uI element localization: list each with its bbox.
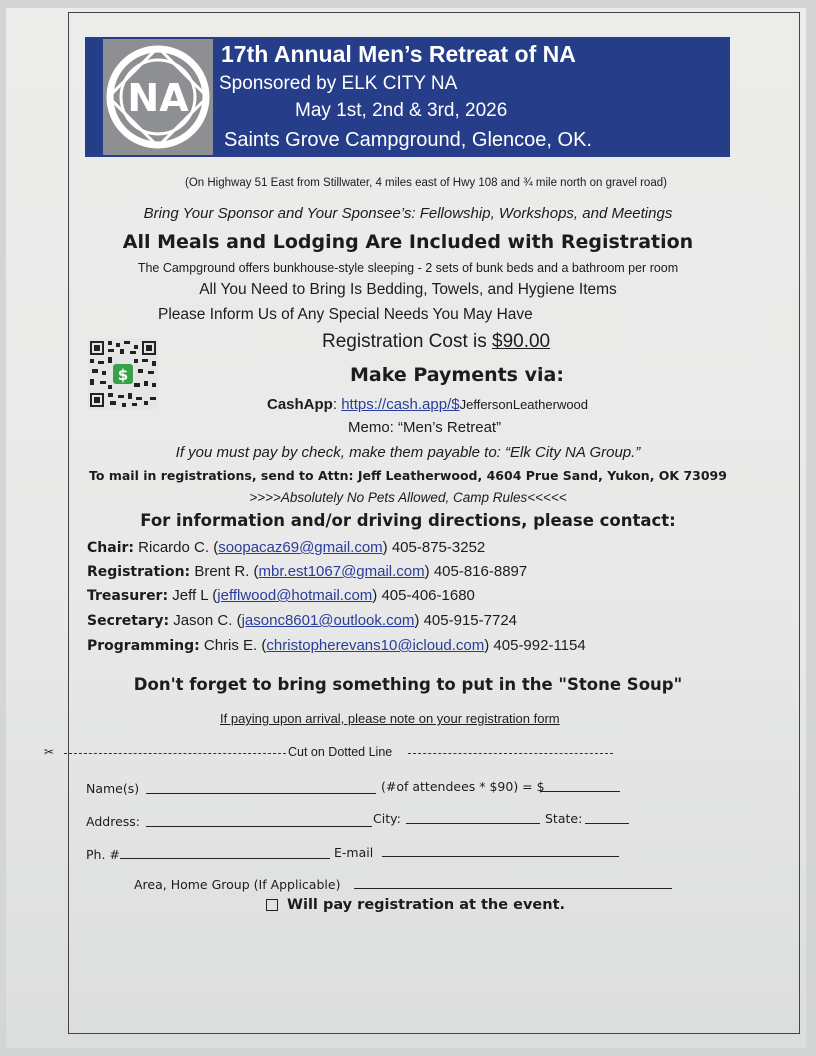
attendees-label: (#of attendees * $90) = $ [381,779,545,794]
contact-phone: ) 405-992-1154 [484,637,586,654]
contact-name: Ricardo C. ( [134,539,219,556]
address-field[interactable] [146,826,372,827]
contact-heading: For information and/or driving directions, please contact: [140,511,676,530]
contact-chair [87,539,485,556]
cashapp-handle: JeffersonLeatherwood [459,397,589,412]
bring-sponsor-line: Bring Your Sponsor and Your Sponsee’s: Fellowship, Workshops, and Meetings [143,205,673,222]
contact-registration [87,563,527,580]
pay-at-event-checkbox[interactable] [266,899,278,911]
directions-note: (On Highway 51 East from Stillwater, 4 miles east of Hwy 108 and ¾ mile north on gravel road) [185,177,667,189]
city-label: City: [373,811,401,826]
contact-email-link[interactable]: jefflwood@hotmail.com [217,587,373,604]
retreat-title: 17th Annual Men’s Retreat of NA [221,41,576,67]
contact-phone: ) 405-816-8897 [424,563,528,580]
home-group-field[interactable] [354,888,672,889]
bunkhouse-note: The Campground offers bunkhouse-style sleeping - 2 sets of bunk beds and a bathroom per room [137,261,679,275]
check-payable-line: If you must pay by check, make them payable to: “Elk City NA Group.” [175,444,641,461]
sponsor-line: Sponsored by ELK CITY NA [219,73,458,94]
contact-name: Brent R. ( [190,563,259,580]
address-label: Address: [86,814,140,829]
contact-email-link[interactable]: jasonc8601@outlook.com [241,612,415,629]
na-logo-icon [103,39,213,155]
payments-heading: Make Payments via: [350,364,564,386]
contact-name: Jeff L ( [168,587,218,604]
contact-email-link[interactable]: mbr.est1067@gmail.com [258,563,425,580]
contact-secretary [87,612,517,629]
cut-line-label: Cut on Dotted Line [288,745,393,759]
cashapp-qr-code[interactable] [88,339,158,409]
cost-label: Registration Cost is [322,331,493,352]
contact-role: Programming: [87,638,200,654]
registration-cost [322,331,550,353]
contact-name: Chris E. ( [199,637,267,654]
home-group-label: Area, Home Group (If Applicable) [134,877,341,892]
state-field[interactable] [585,823,629,824]
event-dates: May 1st, 2nd & 3rd, 2026 [295,100,508,121]
pay-at-event-label: Will pay registration at the event. [287,897,566,913]
contact-email-link[interactable]: soopacaz69@gmail.com [218,539,383,556]
contact-name: Jason C. ( [169,612,242,629]
bring-items-line: All You Need to Bring Is Bedding, Towels, and Hygiene Items [199,281,617,298]
email-field[interactable] [382,856,619,857]
cashapp-line [267,396,588,413]
contact-role: Registration: [87,564,191,580]
cut-dash-left [64,753,286,754]
cut-dash-right [408,753,613,754]
arrival-note: If paying upon arrival, please note on your registration form [220,711,560,726]
email-label: E-mail [334,845,374,860]
memo-line: Memo: “Men’s Retreat” [348,419,502,436]
svg-text:NA: NA [127,76,189,120]
scissors-icon: ✂ [44,745,55,759]
cost-amount: $90.00 [492,331,551,352]
cashapp-label: CashApp [267,396,333,413]
svg-text:$: $ [117,366,129,384]
state-label: State: [545,811,583,826]
names-label: Name(s) [86,781,140,796]
city-field[interactable] [406,823,540,824]
contact-email-link[interactable]: christopherevans10@icloud.com [266,637,485,654]
mail-registration-line: To mail in registrations, send to Attn: Jeff Leatherwood, 4604 Prue Sand, Yukon, OK 73099 [89,468,727,483]
phone-field[interactable] [120,858,330,859]
contact-phone: ) 405-915-7724 [414,612,517,629]
cashapp-sep: : [332,396,342,413]
contact-programming [87,637,586,654]
special-needs-line: Please Inform Us of Any Special Needs You May Have [158,306,533,323]
event-location: Saints Grove Campground, Glencoe, OK. [224,129,592,151]
contact-treasurer [87,587,475,604]
header-banner [85,37,730,157]
stone-soup-line: Don't forget to bring something to put in the "Stone Soup" [133,675,683,694]
meals-lodging-heading: All Meals and Lodging Are Included with Registration [122,231,694,253]
names-field[interactable] [146,793,376,794]
cashapp-link[interactable]: https://cash.app/$ [341,396,460,413]
na-logo [103,39,213,155]
contact-phone: ) 405-875-3252 [382,539,486,556]
attendees-amount-field[interactable] [540,791,620,792]
no-pets-line: >>>>Absolutely No Pets Allowed, Camp Rules<<<<< [249,490,567,505]
contact-role: Secretary: [87,613,170,629]
contact-role: Treasurer: [87,588,169,604]
contact-role: Chair: [87,540,134,556]
contact-phone: ) 405-406-1680 [372,587,475,604]
phone-label: Ph. # [86,847,120,862]
